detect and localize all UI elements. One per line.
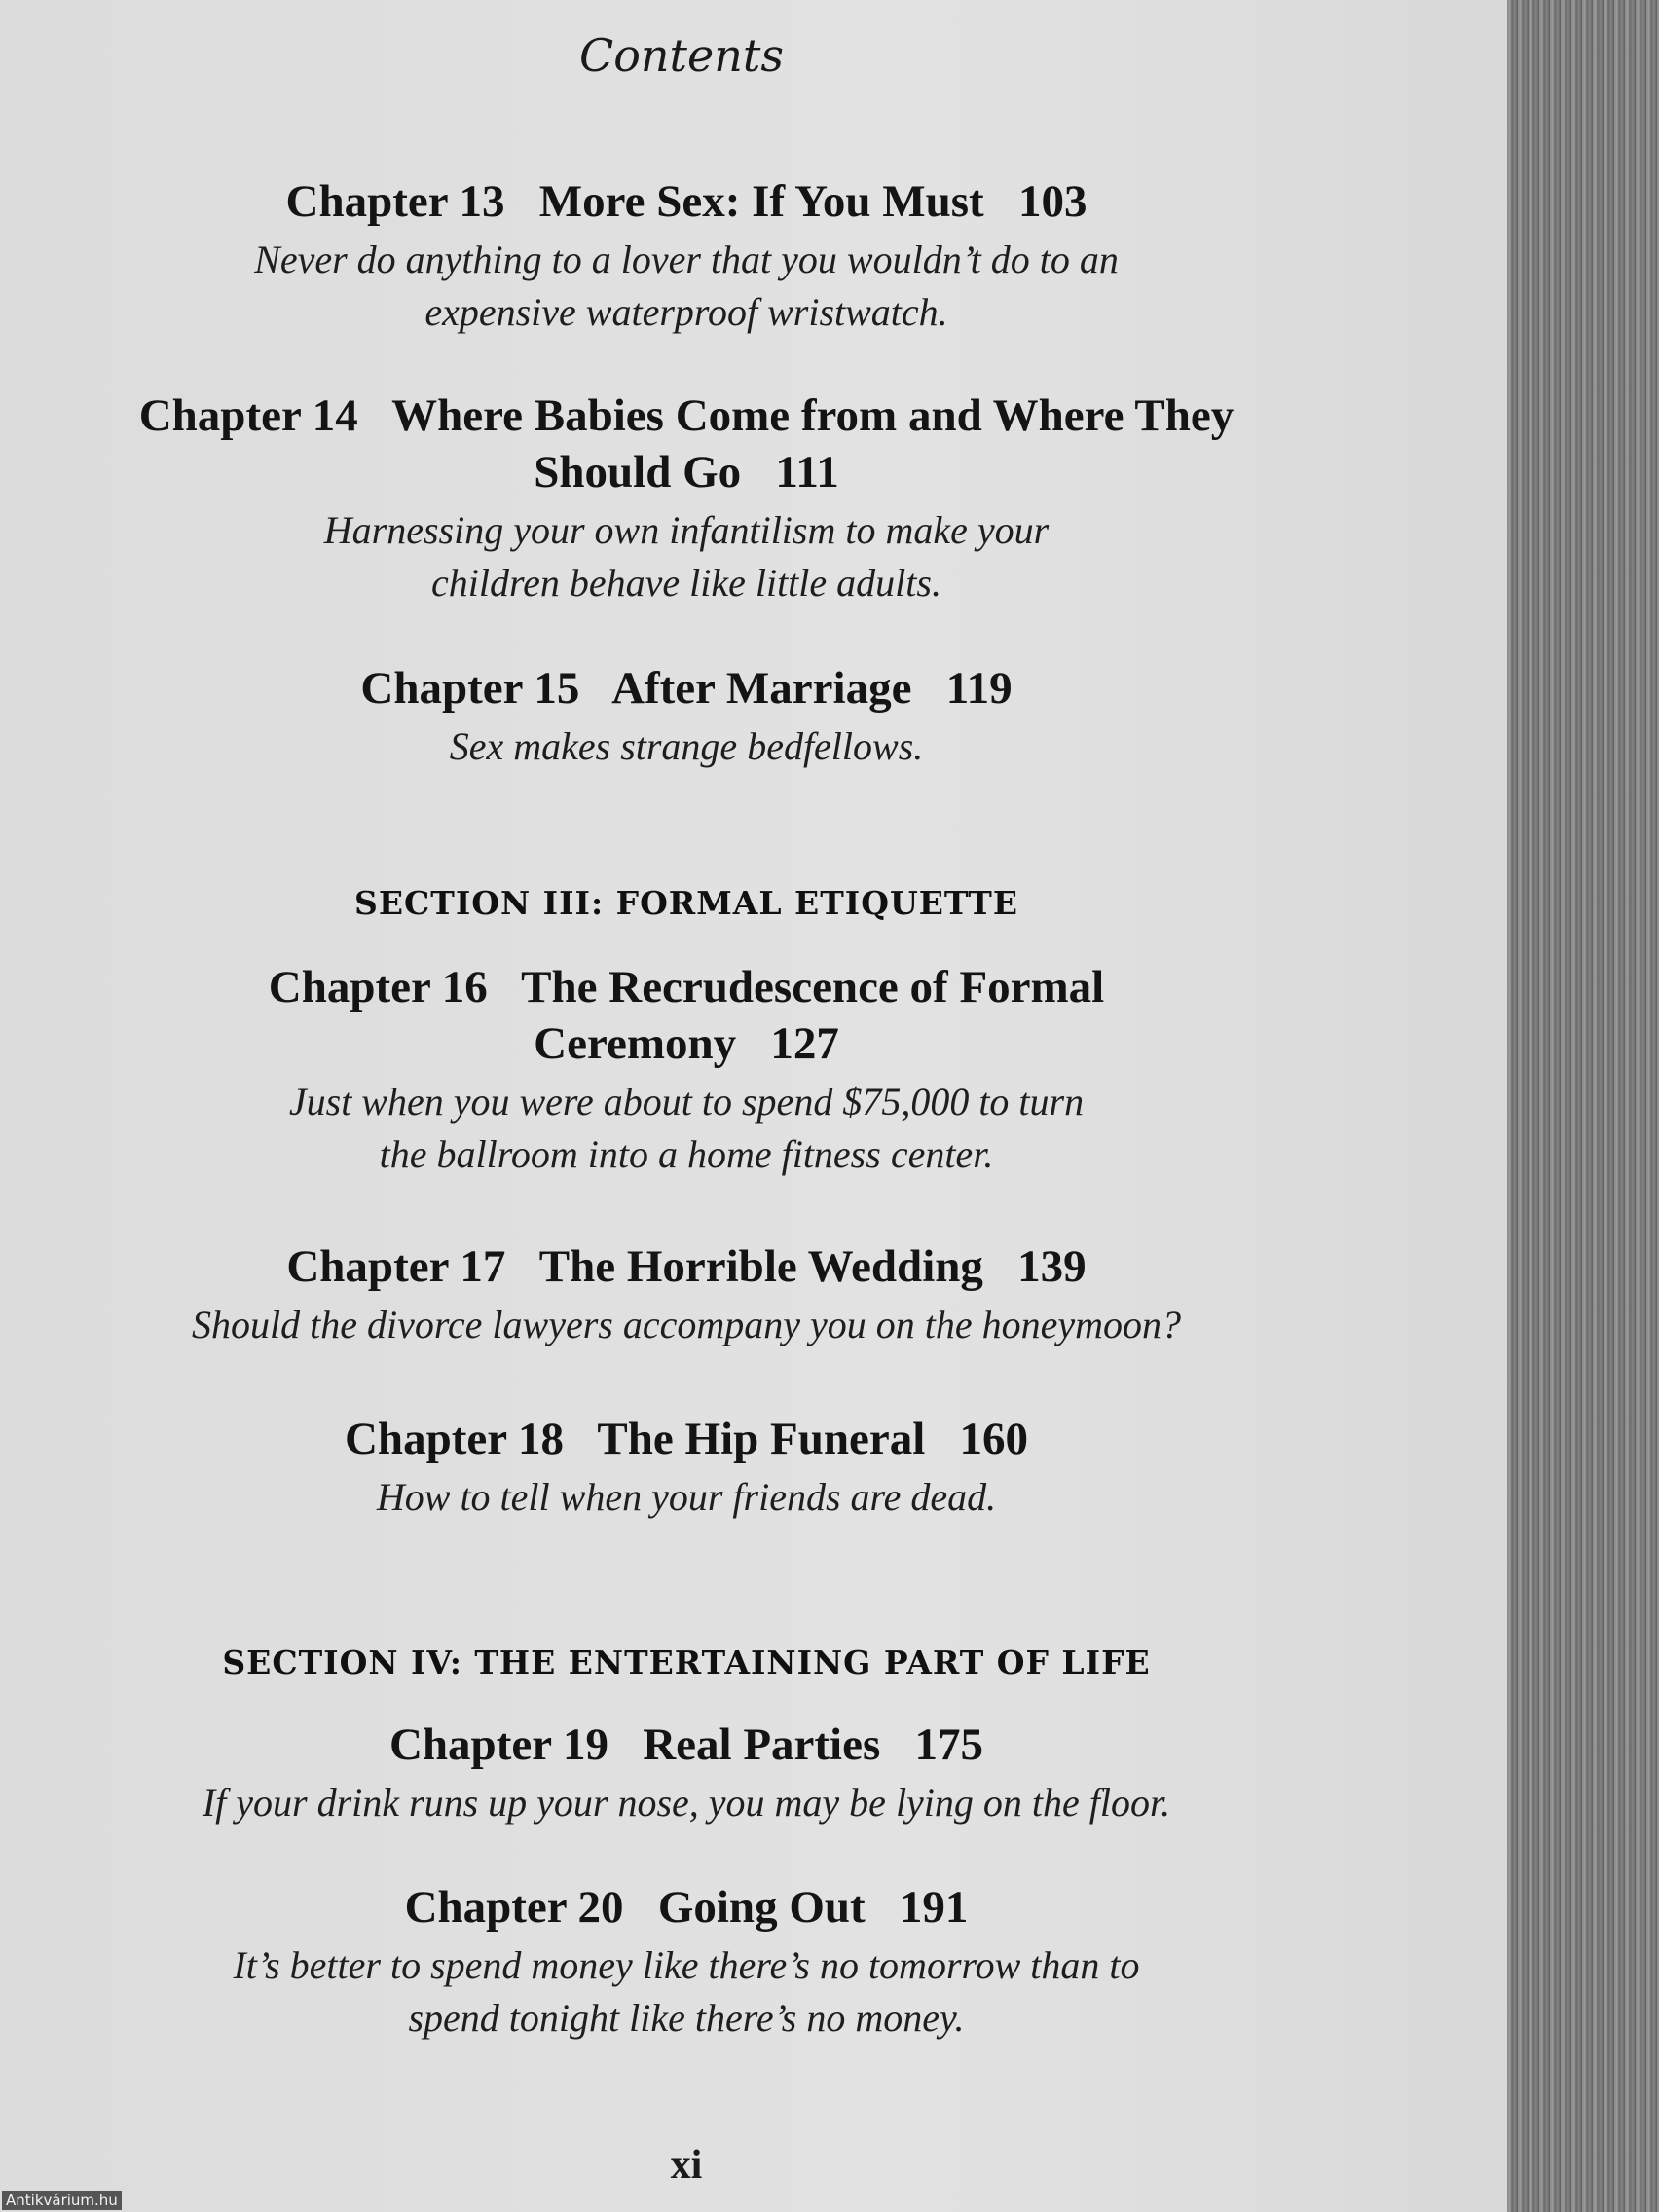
chapter-page: 119 [945,663,1013,714]
toc-entry-chapter-20 [0,1879,1373,2045]
tagline-line-1: How to tell when your friends are dead. [376,1475,997,1519]
section-heading-entertaining: SECTION IV: THE ENTERTAINING PART OF LIFE [222,1643,1151,1681]
chapter-number: Chapter 15 [360,663,580,714]
chapter-number: Chapter 16 [268,962,488,1013]
chapter-tagline [0,234,1373,339]
chapter-heading [0,660,1373,717]
tagline-line-2: expensive waterproof wristwatch. [424,290,948,334]
chapter-tagline [0,1076,1373,1181]
toc-entry-chapter-13 [0,173,1373,339]
page-stack-edge [1507,0,1659,2212]
chapter-number: Chapter 18 [344,1414,564,1464]
chapter-page: 103 [1017,176,1088,227]
chapter-title: Going Out [657,1882,866,1933]
chapter-number: Chapter 14 [138,390,358,441]
chapter-page: 127 [770,1018,839,1069]
chapter-title-line-1: Where Babies Come from and Where They [391,390,1235,441]
chapter-tagline [0,1299,1373,1351]
toc-entry-chapter-14 [0,387,1373,609]
contents-header: Contents [579,29,784,82]
tagline-line-1: If your drink runs up your nose, you may be lying on the floor. [202,1781,1171,1825]
tagline-line-2: spend tonight like there’s no money. [408,1996,965,2040]
chapter-title: Real Parties [643,1719,881,1770]
chapter-number: Chapter 20 [404,1882,624,1933]
chapter-tagline [0,1939,1373,2045]
chapter-title: The Horrible Wedding [538,1241,983,1292]
chapter-heading [0,1411,1373,1467]
tagline-line-2: children behave like little adults. [431,561,941,605]
chapter-tagline [0,1471,1373,1524]
chapter-number: Chapter 17 [286,1241,506,1292]
chapter-heading [0,173,1373,230]
chapter-title: More Sex: If You Must [538,176,984,227]
chapter-title-line-1: The Recrudescence of Formal [521,962,1105,1013]
tagline-line-1: Harnessing your own infantilism to make your [323,508,1050,552]
chapter-page: 111 [775,447,839,498]
tagline-line-1: It’s better to spend money like there’s no tomorrow than to [233,1943,1140,1987]
chapter-heading [0,1716,1373,1773]
chapter-heading [0,1238,1373,1295]
chapter-tagline [0,1777,1373,1829]
tagline-line-2: the ballroom into a home fitness center. [379,1132,994,1176]
toc-entry-chapter-19 [0,1716,1373,1829]
section-heading-formal-etiquette: SECTION III: FORMAL ETIQUETTE [354,884,1018,922]
toc-entry-chapter-17 [0,1238,1373,1351]
tagline-line-1: Never do anything to a lover that you wouldn’t do to an [254,238,1119,281]
chapter-page: 139 [1017,1241,1087,1292]
chapter-title-line-2: Should Go [534,447,742,498]
tagline-line-1: Sex makes strange bedfellows. [449,724,924,768]
chapter-heading [0,387,1373,500]
chapter-title-line-2: Ceremony [534,1018,737,1069]
chapter-page: 191 [899,1882,969,1933]
chapter-page: 160 [959,1414,1029,1464]
chapter-title: The Hip Funeral [597,1414,926,1464]
toc-entry-chapter-15 [0,660,1373,773]
chapter-tagline [0,504,1373,609]
chapter-tagline [0,720,1373,773]
tagline-line-1: Should the divorce lawyers accompany you on the honeymoon? [191,1303,1182,1346]
toc-entry-chapter-16 [0,959,1373,1181]
chapter-heading [0,1879,1373,1936]
chapter-number: Chapter 13 [285,176,505,227]
toc-entry-chapter-18 [0,1411,1373,1524]
chapter-number: Chapter 19 [388,1719,608,1770]
page-number: xi [670,2143,703,2188]
tagline-line-1: Just when you were about to spend $75,000 to turn [288,1080,1085,1124]
chapter-title: After Marriage [611,663,912,714]
watermark: Antikvárium.hu [2,2191,122,2210]
chapter-heading [0,959,1373,1072]
chapter-page: 175 [914,1719,984,1770]
